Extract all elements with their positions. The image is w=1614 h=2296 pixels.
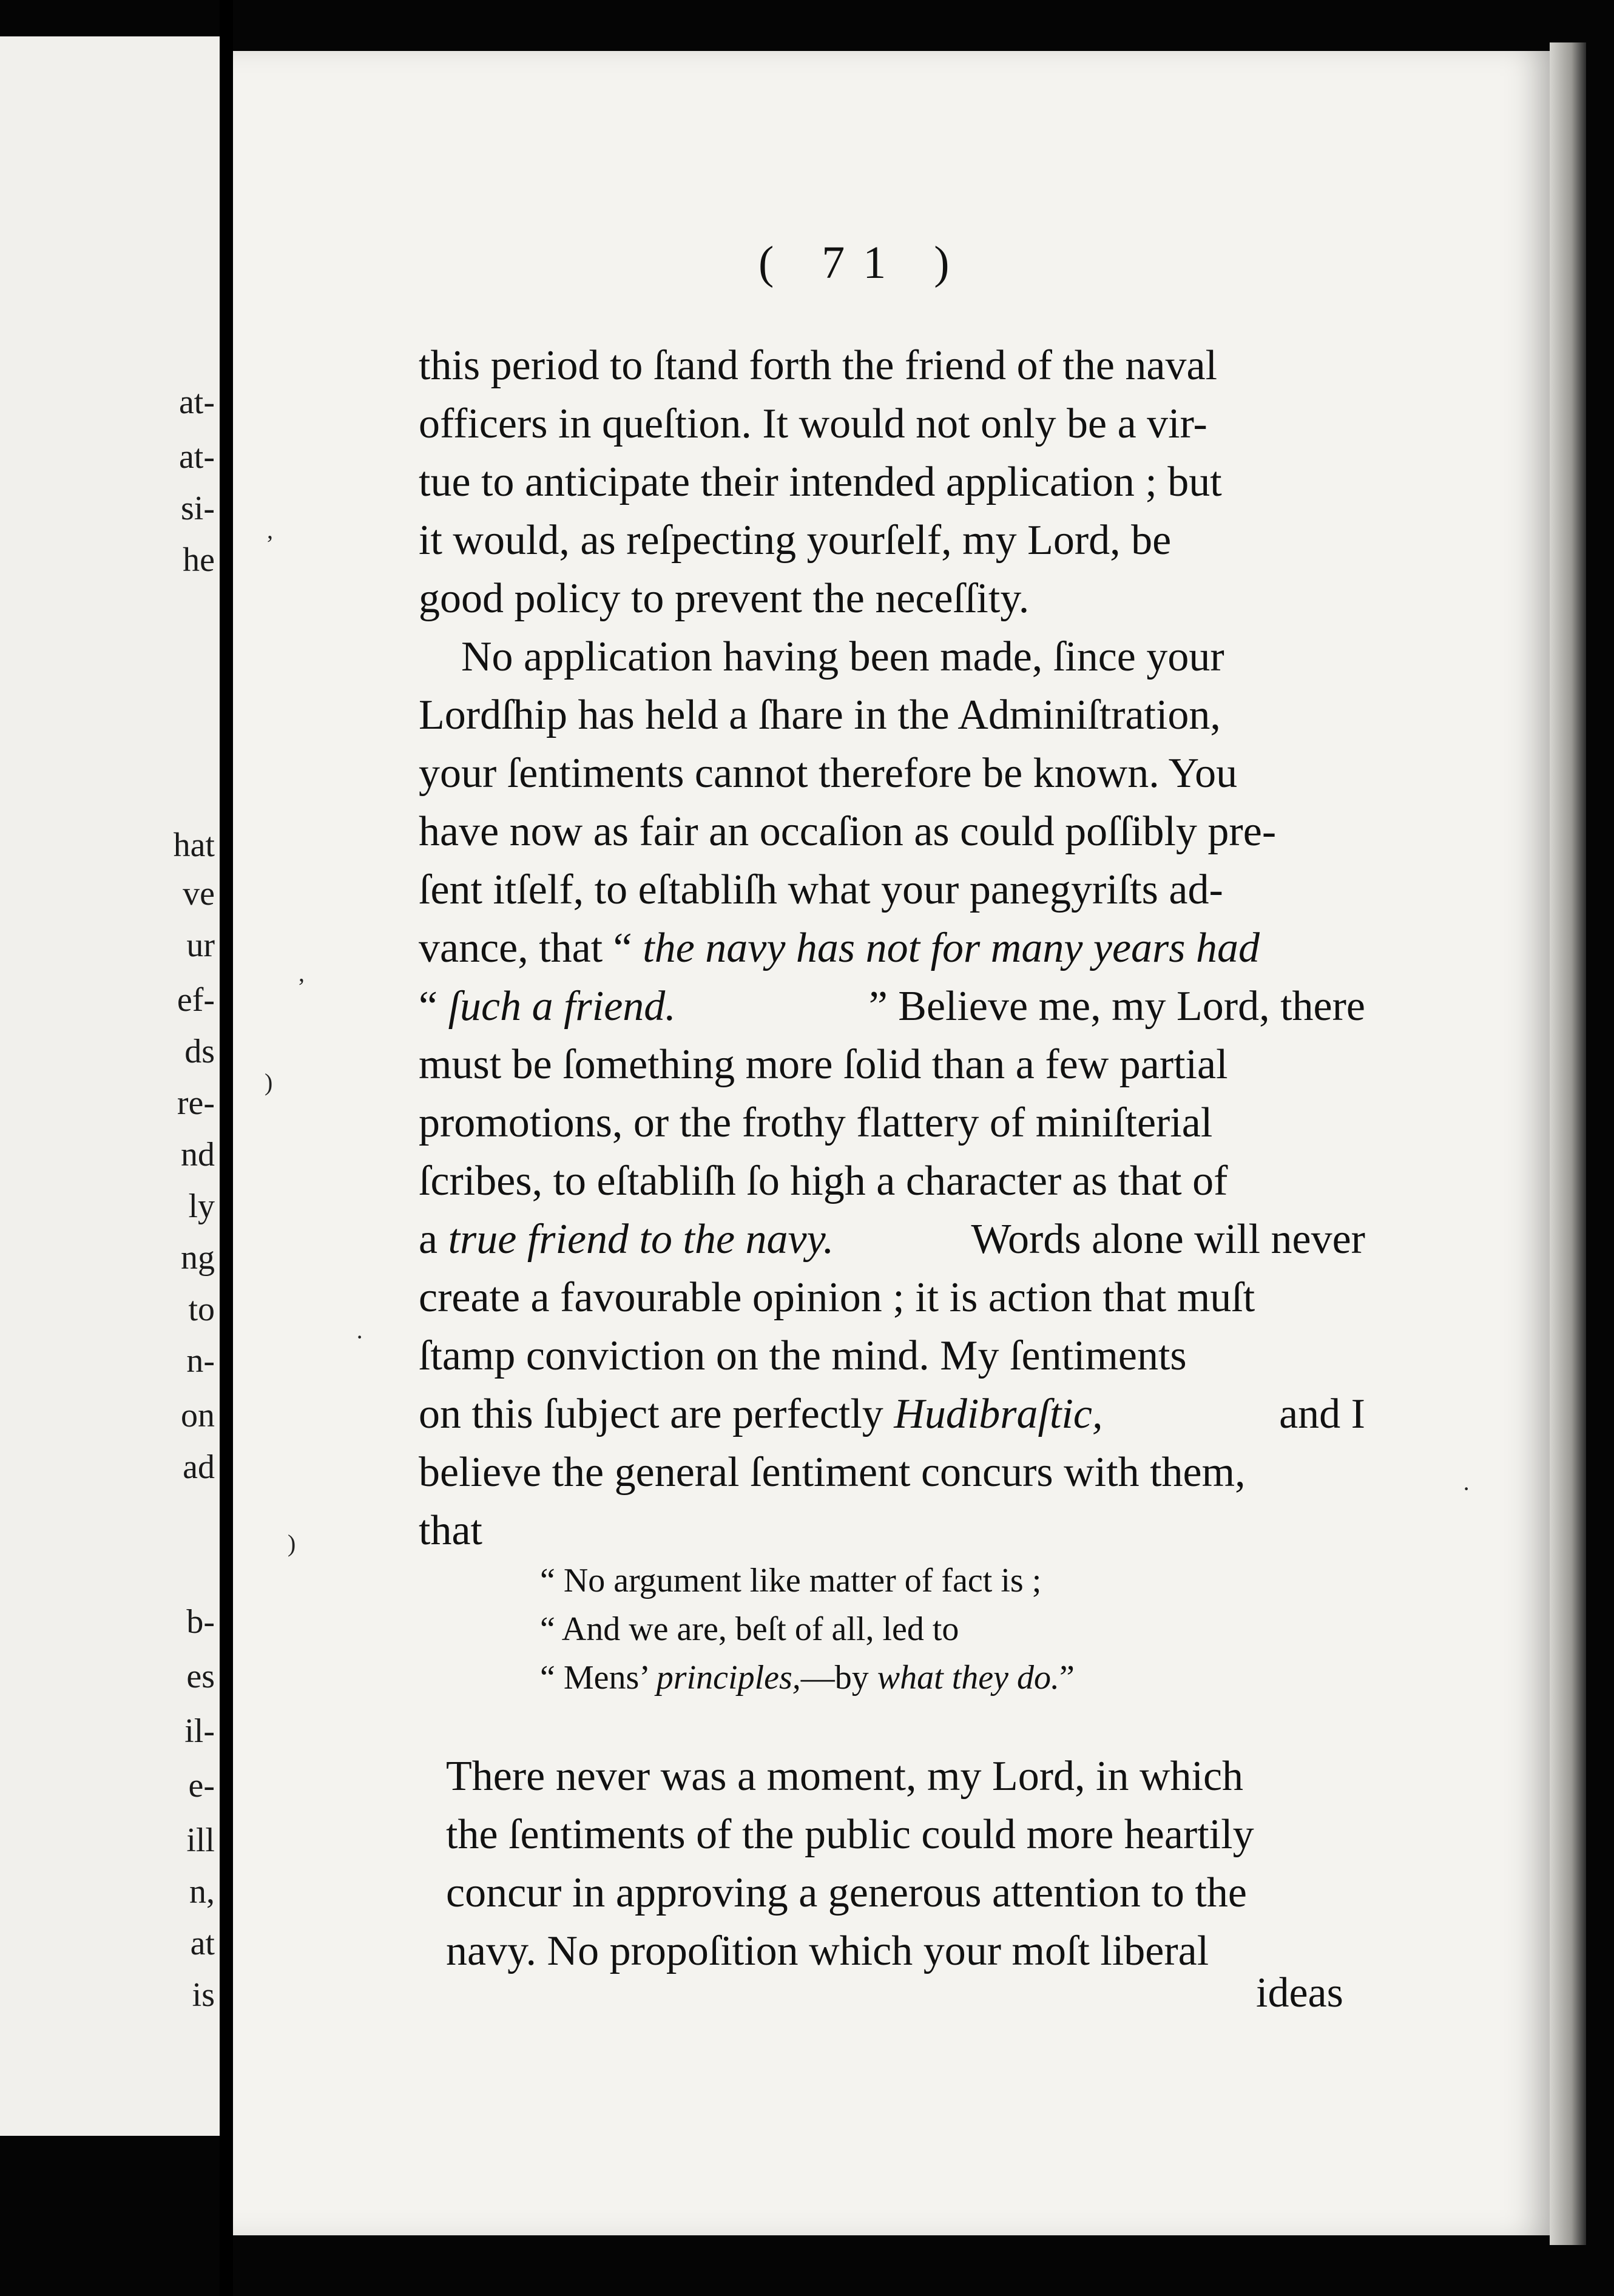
fragment: ve: [183, 875, 215, 913]
fragment: nd: [181, 1136, 215, 1173]
fragment: ds: [184, 1033, 215, 1070]
text-line: the ſentiments of the public could more heartily: [446, 1811, 1254, 1858]
text-line: must be ſomething more ſolid than a few partial: [419, 1041, 1228, 1088]
verse-quotation: [540, 1556, 1207, 1702]
ink-speck: ·: [1462, 1475, 1471, 1502]
book-gutter: [220, 0, 233, 2296]
text-line: believe the general ſentiment concurs with them,: [419, 1449, 1246, 1496]
fragment: at: [190, 1925, 215, 1962]
text-line: Lordſhip has held a ſhare in the Adminiſtration,: [419, 692, 1221, 738]
fragment: ng: [181, 1239, 215, 1277]
text-line: good policy to prevent the neceſſity.: [419, 575, 1030, 622]
italic-quote: ſuch a friend.: [448, 983, 676, 1030]
fragment: hat: [173, 826, 215, 864]
ink-speck: ,: [299, 959, 305, 987]
fragment: to: [188, 1291, 215, 1328]
text-line: “ ſuch a friend. ” Believe me, my Lord, there: [419, 977, 1365, 1036]
verse-line: “ No argument like matter of fact is ;: [540, 1562, 1042, 1599]
text-line: tue to anticipate their intended application ; but: [419, 459, 1222, 505]
fragment: n,: [189, 1873, 215, 1911]
fragment: b-: [186, 1603, 215, 1641]
text-line: vance, that “ the navy has not for many years had: [419, 919, 1365, 977]
fragment: at-: [178, 438, 215, 476]
text-line: concur in approving a generous attention to the: [446, 1869, 1247, 1916]
ink-speck: ,: [267, 516, 273, 544]
italic-phrase: true friend to the navy.: [448, 1216, 834, 1263]
page-edge-shadow: [1550, 42, 1586, 2245]
fragment: at-: [178, 383, 215, 421]
page-number: ( 71 ): [758, 237, 968, 288]
text-line: No application having been made, ſince your: [461, 633, 1224, 680]
fragment: ill: [186, 1822, 215, 1859]
fragment: es: [186, 1658, 215, 1695]
fragment: e-: [188, 1767, 215, 1805]
text-line: officers in queſtion. It would not only be a vir-: [419, 400, 1207, 447]
text-line: promotions, or the frothy flattery of miniſterial: [419, 1099, 1213, 1146]
fragment: si-: [181, 490, 215, 527]
text-line: navy. No propoſition which your moſt liberal: [446, 1928, 1209, 1974]
text-line: create a favourable opinion ; it is action that muſt: [419, 1274, 1255, 1321]
fragment: he: [183, 541, 215, 579]
text-line: have now as fair an occaſion as could poſſibly pre-: [419, 808, 1277, 855]
catchword: ideas: [1256, 1970, 1343, 2016]
text-line: a true friend to the navy. Words alone will never: [419, 1210, 1365, 1269]
ink-speck: ): [265, 1069, 273, 1096]
fragment: is: [192, 1976, 215, 2014]
fragment: ef-: [177, 981, 215, 1019]
previous-page-edge: [0, 36, 220, 2136]
text-line: it would, as reſpecting yourſelf, my Lord, be: [419, 517, 1172, 564]
fragment: ur: [186, 927, 215, 964]
fragment: n-: [186, 1342, 215, 1380]
italic-quote: the navy has not for many years had: [643, 925, 1260, 971]
ink-speck: ·: [356, 1323, 364, 1351]
fragment: ad: [183, 1448, 215, 1486]
text-line: ſcribes, to eſtabliſh ſo high a character as that of: [419, 1158, 1228, 1204]
verse-line: “ Mens’ principles,—by what they do.”: [540, 1659, 1075, 1697]
verse-line: “ And we are, beſt of all, led to: [540, 1610, 959, 1648]
text-line: your ſentiments cannot therefore be known. You: [419, 750, 1238, 797]
text-line: this period to ſtand forth the friend of the naval: [419, 342, 1218, 389]
fragment: re-: [177, 1084, 215, 1122]
fragment: on: [181, 1397, 215, 1434]
text-line: There never was a moment, my Lord, in which: [446, 1753, 1244, 1800]
text-line: ſtamp conviction on the mind. My ſentiments: [419, 1332, 1187, 1379]
text-line: on this ſubject are perfectly Hudibraſtic, and I: [419, 1385, 1365, 1443]
ink-speck: ): [288, 1530, 296, 1557]
fragment: ly: [188, 1187, 215, 1225]
text-line: that: [419, 1507, 482, 1554]
text-line: ſent itſelf, to eſtabliſh what your panegyriſts ad-: [419, 866, 1223, 913]
closing-paragraph: [446, 1747, 1344, 1980]
fragment: il-: [184, 1712, 215, 1750]
italic-word: Hudibraſtic,: [894, 1391, 1103, 1437]
main-text: [419, 337, 1365, 1560]
